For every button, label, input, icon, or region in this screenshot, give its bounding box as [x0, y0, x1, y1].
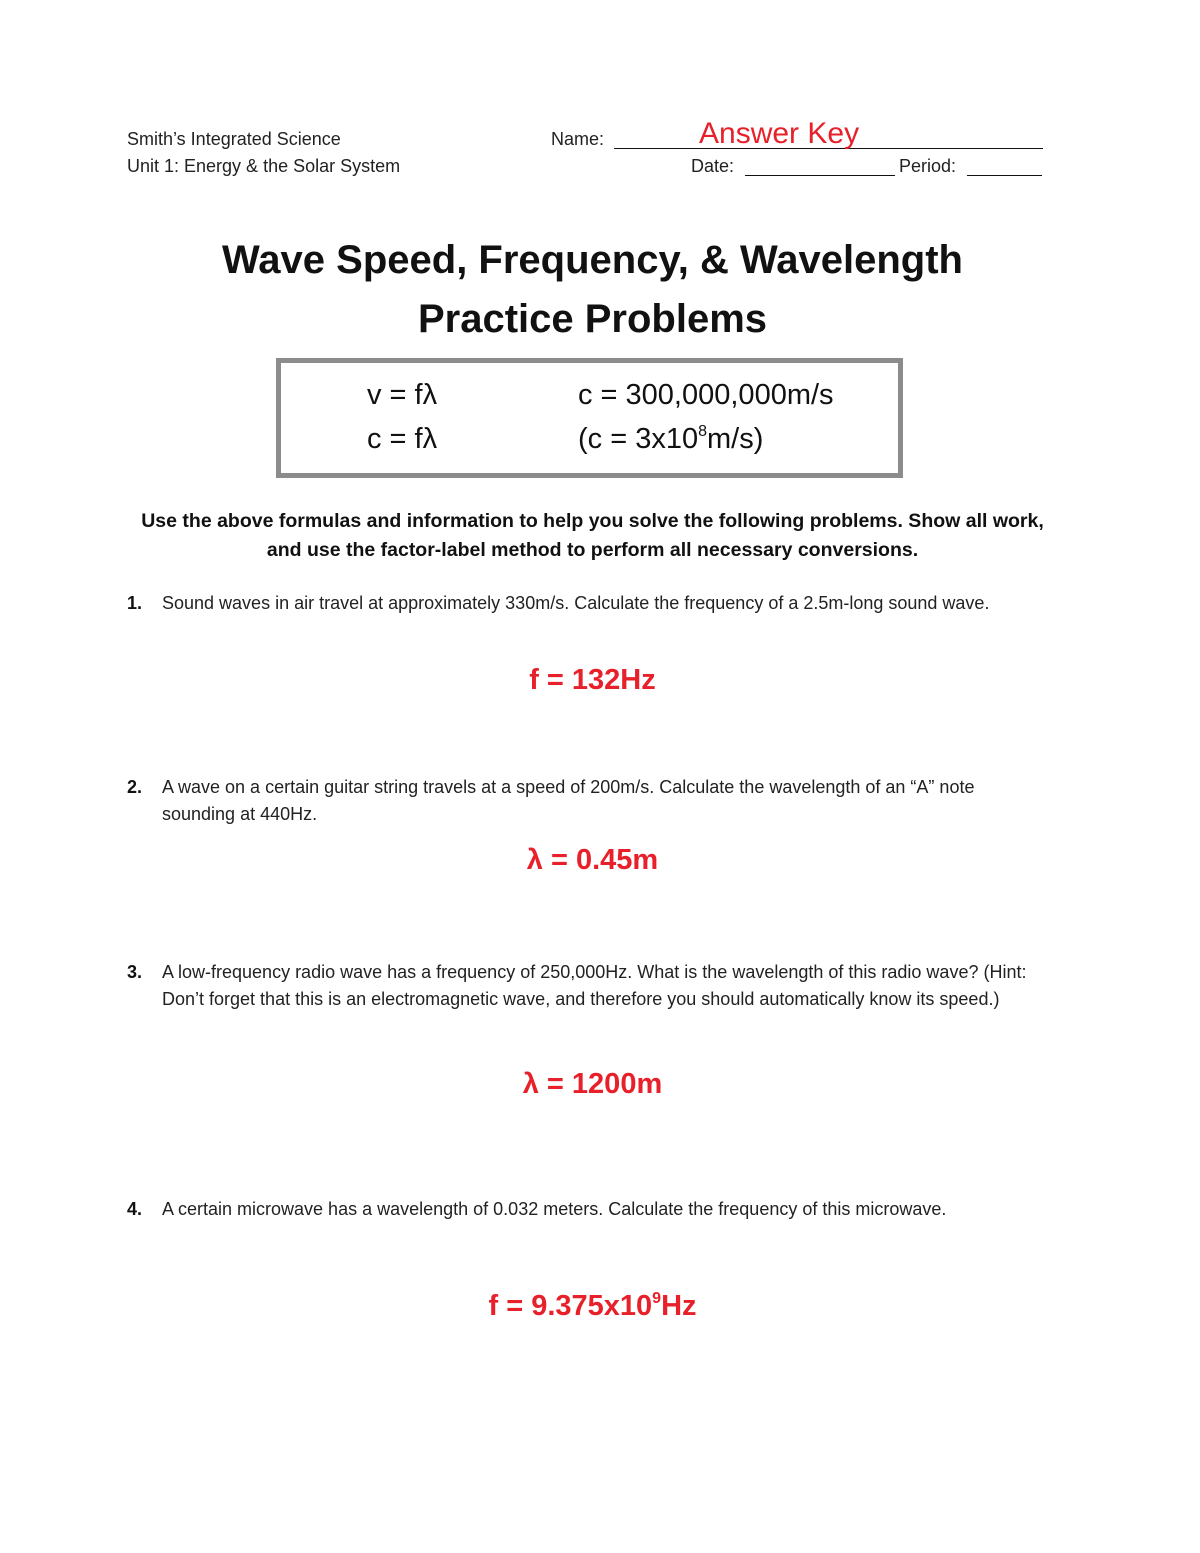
speed-of-light-sci-exponent: 8 — [698, 423, 707, 440]
problem-answer: λ = 1200m — [522, 1068, 663, 1100]
problem-text: A low-frequency radio wave has a frequency of 250,000Hz. What is the wavelength of this radio wave? (Hint: Don’t forget that this is an electromagnetic wave, and therefore you should automatically know its speed.) — [162, 962, 1027, 1009]
formula-box — [276, 358, 903, 478]
period-label: Period: — [899, 156, 957, 176]
unit-name: Unit 1: Energy & the Solar System — [127, 156, 401, 176]
problem-number: 2. — [127, 777, 143, 797]
period-line — [967, 175, 1042, 176]
speed-of-light-scientific — [578, 423, 763, 456]
course-name: Smith’s Integrated Science — [127, 129, 341, 149]
problem-text: A certain microwave has a wavelength of 0.032 meters. Calculate the frequency of this microwave. — [162, 1199, 947, 1219]
speed-of-light-value: c = 300,000,000m/s — [578, 379, 834, 411]
name-value: Answer Key — [699, 117, 860, 150]
problem-number: 3. — [127, 962, 143, 982]
name-label: Name: — [551, 129, 605, 149]
formula-light-speed: c = fλ — [367, 423, 438, 455]
formula-wave-speed: v = fλ — [367, 379, 438, 411]
answer-unit: Hz — [661, 1290, 697, 1322]
problem-answer: λ = 0.45m — [526, 844, 659, 876]
date-line — [745, 175, 895, 176]
page-subtitle: Practice Problems — [417, 297, 768, 341]
problem-number: 1. — [127, 593, 143, 613]
page-title: Wave Speed, Frequency, & Wavelength — [222, 238, 963, 282]
answer-exponent: 9 — [652, 1290, 662, 1307]
problem-text: Sound waves in air travel at approximately 330m/s. Calculate the frequency of a 2.5m-long sound wave. — [162, 593, 990, 613]
instructions: Use the above formulas and information to help you solve the following problems. Show all work, and use the factor-label method to perform all necessary conversions. — [141, 510, 1044, 561]
problem-number: 4. — [127, 1199, 143, 1219]
answer-base: f = 9.375x10 — [488, 1290, 653, 1322]
problem-answer — [0, 1290, 1185, 1323]
speed-of-light-sci-base: (c = 3x10 — [578, 423, 699, 455]
date-label: Date: — [691, 156, 735, 176]
problem-text: A wave on a certain guitar string travels at a speed of 200m/s. Calculate the wavelength of an “A” note sounding at 440Hz. — [162, 777, 975, 824]
problem-answer: f = 132Hz — [529, 664, 656, 696]
speed-of-light-sci-unit: m/s) — [707, 423, 764, 455]
